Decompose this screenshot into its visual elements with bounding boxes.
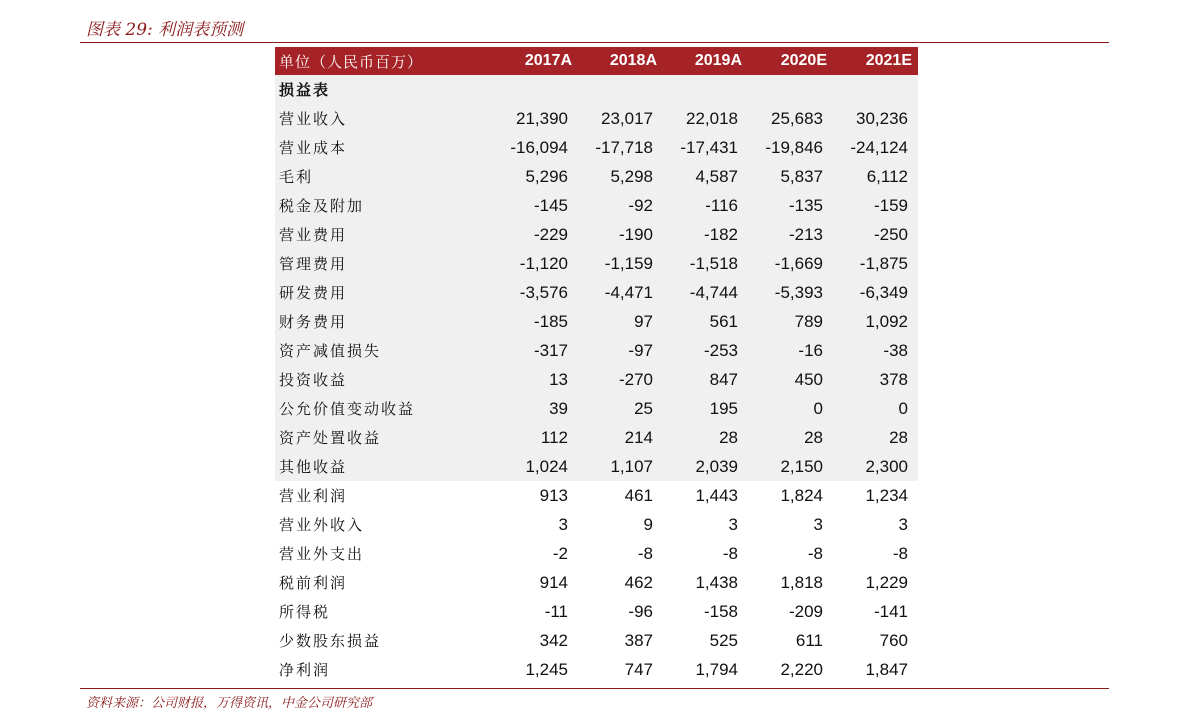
cell-value: 760 bbox=[879, 630, 908, 650]
cell-value: 450 bbox=[794, 369, 823, 389]
cell-value: 1,234 bbox=[865, 485, 908, 505]
cell-value: -1,518 bbox=[689, 253, 738, 273]
cell-value: 913 bbox=[539, 485, 568, 505]
cell-value: 378 bbox=[879, 369, 908, 389]
cell-value: 525 bbox=[709, 630, 738, 650]
row-label: 少数股东损益 bbox=[279, 632, 382, 650]
cell-value: -6,349 bbox=[859, 282, 908, 302]
cell-value: -135 bbox=[788, 195, 823, 215]
row-label: 营业利润 bbox=[279, 487, 348, 505]
cell-value: 611 bbox=[795, 630, 823, 650]
cell-value: 22,018 bbox=[686, 108, 738, 128]
cell-value: -17,431 bbox=[680, 137, 738, 157]
cell-value: 23,017 bbox=[601, 108, 653, 128]
row-label: 管理费用 bbox=[279, 255, 348, 273]
row-label: 税前利润 bbox=[279, 574, 348, 592]
table-row bbox=[275, 104, 918, 133]
cell-value: 462 bbox=[624, 572, 653, 592]
cell-value: 13 bbox=[549, 369, 568, 389]
cell-value: 1,438 bbox=[695, 572, 738, 592]
source-rule bbox=[80, 688, 1109, 689]
row-label: 营业成本 bbox=[279, 139, 348, 157]
cell-value: 1,824 bbox=[780, 485, 823, 505]
cell-value: -253 bbox=[703, 340, 738, 360]
cell-value: 5,298 bbox=[610, 166, 653, 186]
row-label: 营业费用 bbox=[279, 226, 348, 244]
cell-value: -1,875 bbox=[859, 253, 908, 273]
cell-value: -1,120 bbox=[519, 253, 568, 273]
cell-value: -11 bbox=[544, 601, 568, 621]
cell-value: -16 bbox=[798, 340, 823, 360]
cell-value: -17,718 bbox=[595, 137, 653, 157]
cell-value: -141 bbox=[873, 601, 908, 621]
cell-value: 30,236 bbox=[856, 108, 908, 128]
row-label: 营业外收入 bbox=[279, 516, 365, 534]
cell-value: -8 bbox=[807, 543, 823, 563]
table-row bbox=[275, 597, 918, 626]
cell-value: 39 bbox=[549, 398, 568, 418]
year-header: 2020E bbox=[780, 52, 827, 69]
row-label: 资产处置收益 bbox=[279, 429, 382, 447]
cell-value: -2 bbox=[552, 543, 568, 563]
cell-value: -116 bbox=[705, 195, 738, 215]
cell-value: 3 bbox=[728, 514, 738, 534]
cell-value: -190 bbox=[618, 224, 653, 244]
cell-value: -38 bbox=[883, 340, 908, 360]
cell-value: 1,443 bbox=[695, 485, 738, 505]
cell-value: 112 bbox=[540, 427, 568, 447]
row-label: 研发费用 bbox=[279, 284, 348, 302]
year-header: 2021E bbox=[865, 52, 912, 69]
cell-value: -5,393 bbox=[774, 282, 823, 302]
cell-value: 1,229 bbox=[865, 572, 908, 592]
cell-value: -24,124 bbox=[850, 137, 908, 157]
table-row bbox=[275, 162, 918, 191]
cell-value: -4,471 bbox=[604, 282, 653, 302]
cell-value: -250 bbox=[873, 224, 908, 244]
table-row bbox=[275, 394, 918, 423]
cell-value: -209 bbox=[788, 601, 823, 621]
table-row bbox=[275, 510, 918, 539]
cell-value: 2,150 bbox=[780, 456, 823, 476]
cell-value: 5,837 bbox=[780, 166, 823, 186]
cell-value: 561 bbox=[709, 311, 738, 331]
cell-value: 1,092 bbox=[865, 311, 908, 331]
cell-value: 461 bbox=[624, 485, 653, 505]
cell-value: 25,683 bbox=[771, 108, 823, 128]
cell-value: 9 bbox=[643, 514, 653, 534]
cell-value: 28 bbox=[719, 427, 738, 447]
cell-value: 0 bbox=[898, 398, 908, 418]
cell-value: -229 bbox=[533, 224, 568, 244]
source-note: 资料来源：公司财报，万得资讯，中金公司研究部 bbox=[86, 696, 373, 711]
cell-value: -3,576 bbox=[519, 282, 568, 302]
cell-value: 28 bbox=[889, 427, 908, 447]
cell-value: 847 bbox=[709, 369, 738, 389]
table-row bbox=[275, 133, 918, 162]
cell-value: -182 bbox=[703, 224, 738, 244]
cell-value: 214 bbox=[624, 427, 653, 447]
cell-value: 1,245 bbox=[525, 659, 568, 679]
cell-value: -317 bbox=[533, 340, 568, 360]
cell-value: -8 bbox=[722, 543, 738, 563]
cell-value: 25 bbox=[634, 398, 653, 418]
cell-value: -16,094 bbox=[510, 137, 568, 157]
table-row bbox=[275, 655, 918, 684]
table-row bbox=[275, 568, 918, 597]
cell-value: -159 bbox=[873, 195, 908, 215]
cell-value: -92 bbox=[628, 195, 653, 215]
cell-value: 342 bbox=[539, 630, 568, 650]
table-row bbox=[275, 220, 918, 249]
table-row bbox=[275, 452, 918, 481]
cell-value: 28 bbox=[804, 427, 823, 447]
year-header: 2019A bbox=[694, 52, 742, 69]
cell-value: 0 bbox=[813, 398, 823, 418]
cell-value: 3 bbox=[898, 514, 908, 534]
cell-value: -1,159 bbox=[604, 253, 653, 273]
section-label: 损益表 bbox=[279, 81, 331, 99]
cell-value: 1,847 bbox=[865, 659, 908, 679]
row-label: 投资收益 bbox=[279, 371, 348, 389]
cell-value: 5,296 bbox=[525, 166, 568, 186]
row-label: 税金及附加 bbox=[279, 197, 365, 215]
table-row bbox=[275, 423, 918, 452]
cell-value: 3 bbox=[813, 514, 823, 534]
cell-value: 6,112 bbox=[866, 166, 908, 186]
cell-value: 21,390 bbox=[516, 108, 568, 128]
table-row bbox=[275, 626, 918, 655]
cell-value: -8 bbox=[637, 543, 653, 563]
row-label: 其他收益 bbox=[279, 458, 348, 476]
cell-value: -96 bbox=[628, 601, 653, 621]
income-statement-table bbox=[275, 47, 918, 684]
section-row bbox=[275, 75, 918, 104]
row-label: 所得税 bbox=[279, 603, 331, 621]
cell-value: -270 bbox=[618, 369, 653, 389]
cell-value: 1,107 bbox=[610, 456, 653, 476]
cell-value: 789 bbox=[794, 311, 823, 331]
cell-value: -19,846 bbox=[765, 137, 823, 157]
table-row bbox=[275, 307, 918, 336]
cell-value: 387 bbox=[624, 630, 653, 650]
cell-value: 914 bbox=[539, 572, 568, 592]
row-label: 财务费用 bbox=[279, 313, 348, 331]
row-label: 资产减值损失 bbox=[279, 342, 382, 360]
table-row bbox=[275, 278, 918, 307]
table-row bbox=[275, 336, 918, 365]
cell-value: -1,669 bbox=[774, 253, 823, 273]
cell-value: -145 bbox=[533, 195, 568, 215]
cell-value: 1,818 bbox=[780, 572, 823, 592]
table-row bbox=[275, 191, 918, 220]
cell-value: 2,039 bbox=[695, 456, 738, 476]
year-header: 2018A bbox=[609, 52, 657, 69]
unit-header: 单位（人民币百万） bbox=[279, 52, 424, 71]
cell-value: -8 bbox=[892, 543, 908, 563]
cell-value: 3 bbox=[558, 514, 568, 534]
row-label: 营业外支出 bbox=[279, 545, 365, 563]
cell-value: 2,220 bbox=[780, 659, 823, 679]
cell-value: -185 bbox=[533, 311, 568, 331]
cell-value: 747 bbox=[624, 659, 653, 679]
table-row bbox=[275, 481, 918, 510]
row-label: 净利润 bbox=[279, 661, 331, 679]
cell-value: -213 bbox=[788, 224, 823, 244]
cell-value: 195 bbox=[709, 398, 738, 418]
title-rule bbox=[80, 42, 1109, 43]
table-row bbox=[275, 365, 918, 394]
cell-value: 97 bbox=[634, 311, 653, 331]
figure-title: 图表 29: 利润表预测 bbox=[86, 20, 244, 40]
cell-value: -97 bbox=[628, 340, 653, 360]
row-label: 营业收入 bbox=[279, 110, 348, 128]
table-row bbox=[275, 539, 918, 568]
cell-value: 2,300 bbox=[865, 456, 908, 476]
table-header-row bbox=[275, 47, 918, 75]
cell-value: -4,744 bbox=[689, 282, 738, 302]
row-label: 毛利 bbox=[279, 168, 314, 186]
cell-value: -158 bbox=[703, 601, 738, 621]
cell-value: 1,024 bbox=[525, 456, 568, 476]
table-row bbox=[275, 249, 918, 278]
cell-value: 1,794 bbox=[695, 659, 738, 679]
row-label: 公允价值变动收益 bbox=[279, 400, 416, 418]
year-header: 2017A bbox=[524, 52, 572, 69]
cell-value: 4,587 bbox=[695, 166, 738, 186]
